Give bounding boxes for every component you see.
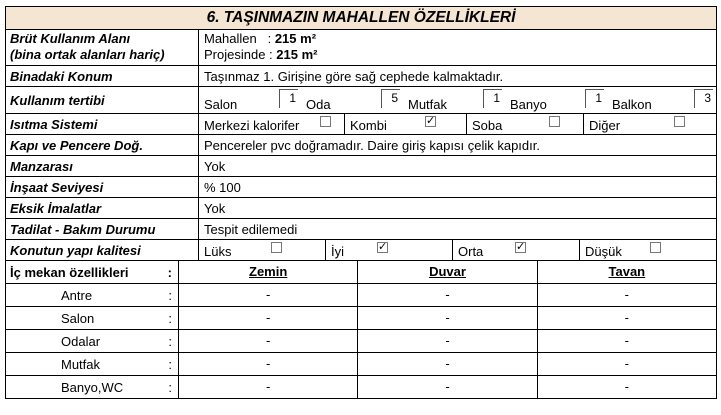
table-row: [6, 353, 716, 376]
interior-header: [6, 261, 716, 284]
tertip-mutfak: Mutfak 1: [408, 91, 500, 112]
interior-room-name: Antre :: [6, 284, 179, 306]
cell-tavan: -: [624, 287, 629, 302]
row-manzara: [6, 156, 716, 177]
row-tadilat: [6, 219, 716, 240]
tertip-count-input[interactable]: 1: [279, 89, 298, 108]
interior-room-name: Salon :: [6, 307, 179, 329]
yapi-dusuk: Düşük: [580, 240, 716, 260]
label-brut-alan: Brüt Kullanım Alanı (bina ortak alanları hariç): [6, 30, 199, 65]
checkbox[interactable]: ✓: [516, 241, 526, 253]
label-isitma: Isıtma Sistemi: [6, 114, 199, 134]
row-brut-alan: [6, 30, 716, 66]
label-konum: Binadaki Konum: [6, 66, 199, 86]
section-title: 6. TAŞINMAZIN MAHALLEN ÖZELLİKLERİ: [6, 7, 716, 30]
tertip-banyo: Banyo 1: [510, 91, 602, 112]
checkbox[interactable]: ✓: [426, 115, 436, 127]
tertip-count-input[interactable]: 1: [585, 89, 604, 108]
checkbox[interactable]: [674, 116, 685, 127]
value-manzara: Yok: [204, 158, 226, 174]
label-kapi: Kapı ve Pencere Doğ.: [6, 135, 199, 155]
tertip-balkon: Balkon 3: [612, 91, 711, 112]
tertip-count-input[interactable]: 5: [381, 89, 400, 108]
projesinde-value: 215 m²: [276, 47, 318, 62]
value-konum: Taşınmaz 1. Girişine göre sağ cephede kalmaktadır.: [204, 68, 504, 84]
isitma-options: [199, 114, 716, 134]
interior-room-name: Mutfak :: [6, 353, 179, 375]
col-tavan: Tavan: [608, 264, 646, 279]
label-eksik: Eksik İmalatlar: [6, 198, 199, 218]
interior-label: İç mekan özellikleri :: [6, 261, 179, 283]
checkbox[interactable]: [549, 116, 560, 127]
yapi-iyi: İyi ✓: [326, 240, 453, 260]
cell-tavan: -: [624, 333, 629, 348]
label-manzara: Manzarası: [6, 156, 199, 176]
row-tertip: [6, 87, 716, 114]
tertip-count-input[interactable]: 1: [483, 89, 502, 108]
interior-room-name: Banyo,WC :: [6, 376, 179, 398]
value-eksik: Yok: [204, 200, 226, 216]
isitma-kombi: Kombi ✓: [345, 114, 467, 134]
mahallen-value: 215 m²: [274, 31, 317, 46]
label-tadilat: Tadilat - Bakım Durumu: [6, 219, 199, 239]
cell-tavan: -: [624, 379, 629, 394]
cell-duvar: -: [357, 376, 537, 398]
cell-tavan: -: [624, 356, 629, 371]
cell-tavan: -: [624, 310, 629, 325]
tertip-options: [199, 87, 716, 113]
value-insaat: % 100: [204, 179, 241, 195]
table-row: [6, 376, 716, 398]
row-eksik: [6, 198, 716, 219]
yapi-orta: Orta ✓: [453, 240, 580, 260]
cell-duvar: -: [357, 330, 537, 352]
checkbox[interactable]: [271, 242, 282, 253]
cell-zemin: -: [265, 287, 271, 302]
row-isitma: [6, 114, 716, 135]
row-yapi: [6, 240, 716, 261]
cell-duvar: -: [357, 284, 537, 306]
table-row: [6, 284, 716, 307]
tertip-salon: Salon 1: [204, 91, 296, 112]
label-insaat: İnşaat Seviyesi: [6, 177, 199, 197]
value-kapi: Pencereler pvc doğramadır. Daire giriş kapısı çelik kapıdır.: [204, 137, 540, 153]
cell-zemin: -: [265, 310, 271, 325]
table-row: [6, 330, 716, 353]
cell-zemin: -: [265, 356, 271, 371]
yapi-luks: Lüks: [199, 240, 326, 260]
interior-room-name: Odalar :: [6, 330, 179, 352]
checkbox[interactable]: [320, 116, 331, 127]
row-kapi: [6, 135, 716, 156]
isitma-merkezi: Merkezi kalorifer: [199, 114, 345, 134]
yapi-options: [199, 240, 716, 260]
cell-duvar: -: [357, 353, 537, 375]
row-insaat: [6, 177, 716, 198]
isitma-soba: Soba: [467, 114, 584, 134]
property-features-form: [5, 6, 717, 399]
label-yapi: Konutun yapı kalitesi: [6, 240, 199, 260]
checkbox[interactable]: [650, 242, 661, 253]
row-konum: [6, 66, 716, 87]
tertip-count-input[interactable]: 3: [694, 89, 713, 108]
checkbox[interactable]: ✓: [378, 241, 388, 253]
value-tadilat: Tespit edilemedi: [204, 221, 298, 237]
isitma-diger: Diğer: [584, 114, 716, 134]
cell-duvar: -: [357, 307, 537, 329]
cell-zemin: -: [265, 333, 271, 348]
table-row: [6, 307, 716, 330]
tertip-oda: Oda 5: [306, 91, 398, 112]
label-tertip: Kullanım tertibi: [6, 87, 199, 113]
col-duvar: Duvar: [357, 261, 537, 283]
col-zemin: Zemin: [249, 264, 288, 279]
value-brut-alan: Mahallen : 215 m² Projesinde : 215 m²: [204, 31, 318, 62]
cell-zemin: -: [265, 379, 271, 394]
